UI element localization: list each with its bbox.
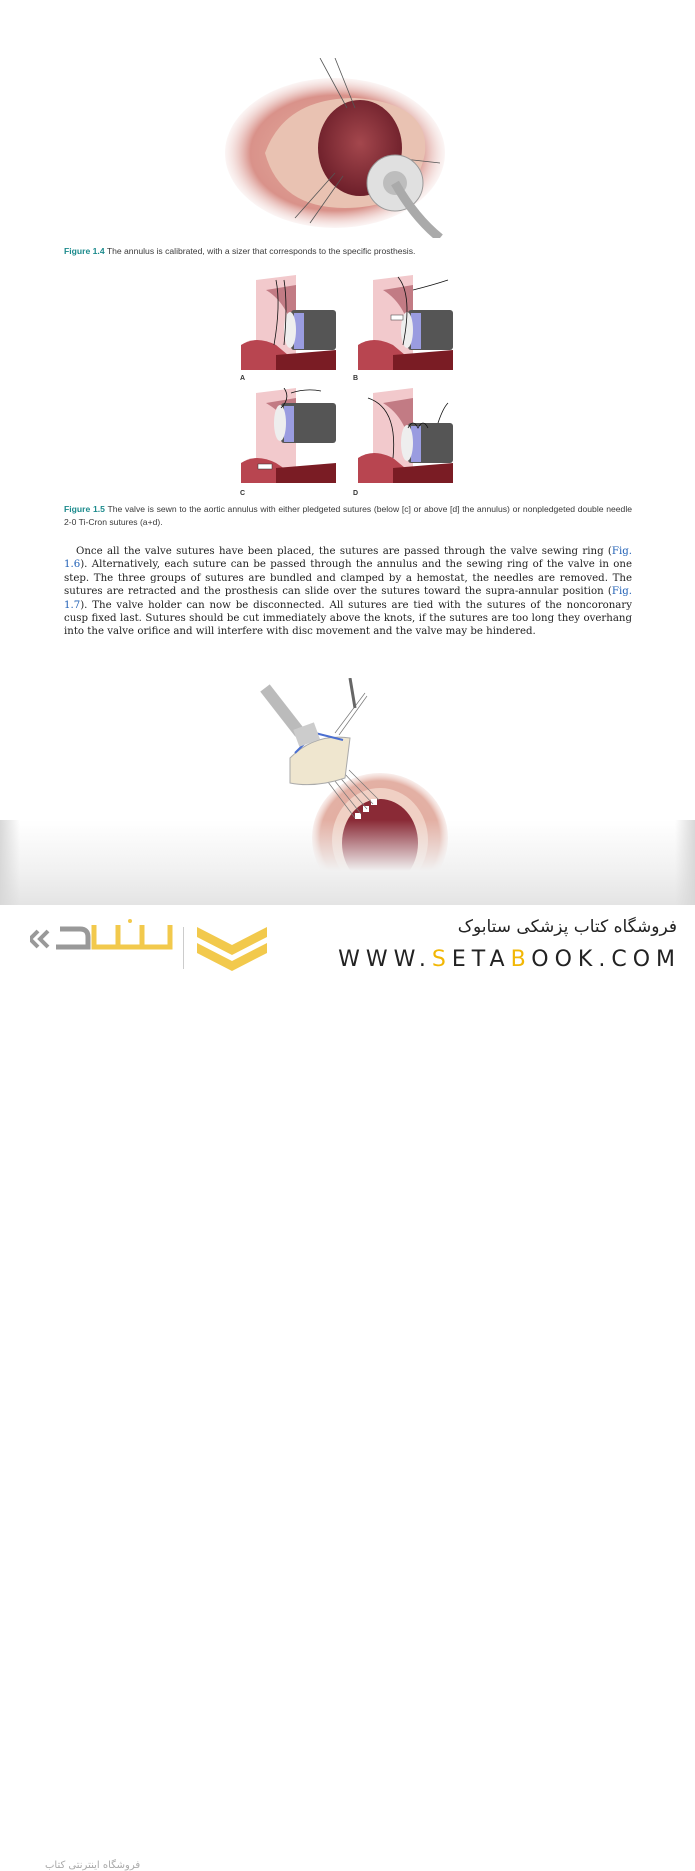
- setabook-logo: [30, 919, 180, 959]
- paragraph-text: ). The valve holder can now be disconnected. All sutures are tied with the sutures of the noncoronary cusp fixed last. Sutures should be cut immediately above the knots, if the sutures are too long they overhang into the valve orifice and will interfere with disc movement and the valve may be hindered.: [64, 599, 632, 638]
- url-part-accent: S: [431, 947, 452, 972]
- page-bottom-fade: [0, 820, 695, 905]
- panel-d-illustration: [353, 388, 458, 483]
- caption-text: The valve is sewn to the aortic annulus with either pledgeted sutures (below [c] or above [d] the annulus) or nonpledgeted double needle 2-0 Ti-Cron sutures (a+d).: [64, 504, 633, 527]
- setabook-chevron-icon: [197, 927, 267, 972]
- panel-b-illustration: [353, 275, 458, 370]
- logo-subtitle: فروشگاه اینترنتی کتاب: [45, 1860, 141, 1871]
- figure-1-6-link[interactable]: Fig. 1.6: [64, 546, 632, 571]
- figure-1-5-caption: [64, 503, 632, 529]
- panel-c-illustration: [236, 388, 341, 483]
- logo-divider: [183, 927, 184, 969]
- url-part: WWW.: [338, 947, 432, 972]
- figure-label: Figure 1.5: [64, 504, 105, 514]
- store-url[interactable]: [338, 947, 681, 972]
- book-page: [0, 0, 695, 905]
- url-part-accent: B: [510, 947, 532, 972]
- panel-label-b: B: [353, 375, 359, 382]
- paragraph-text: ). Alternatively, each suture can be passed through the annulus and the sewing ring of the valve in one step. The three groups of sutures are bundled and clamped by a hemostat, the needles are removed. The sutures are retracted and the prosthesis can slide over the sutures toward the supra-annular position (: [64, 559, 632, 598]
- body-paragraph: [64, 545, 632, 639]
- paragraph-text: Once all the valve sutures have been placed, the sutures are passed through the valve sewing ring (: [76, 546, 612, 557]
- figure-1-4-image: [225, 58, 455, 238]
- panel-label-a: A: [240, 375, 246, 382]
- figure-label: Figure 1.4: [64, 246, 105, 256]
- url-part: OOK.COM: [531, 947, 681, 972]
- panel-label-c: C: [240, 490, 246, 497]
- panel-a-illustration: [236, 275, 341, 370]
- panel-label-d: D: [353, 490, 359, 497]
- setabook-watermark-footer: [0, 905, 695, 1871]
- caption-text: The annulus is calibrated, with a sizer that corresponds to the specific prosthesis.: [106, 246, 416, 256]
- figure-1-4-caption: [64, 245, 632, 258]
- store-name: فروشگاه کتاب پزشکی ستابوک: [457, 917, 677, 937]
- figure-1-7-link[interactable]: Fig. 1.7: [64, 586, 632, 611]
- url-part: ETA: [451, 947, 511, 972]
